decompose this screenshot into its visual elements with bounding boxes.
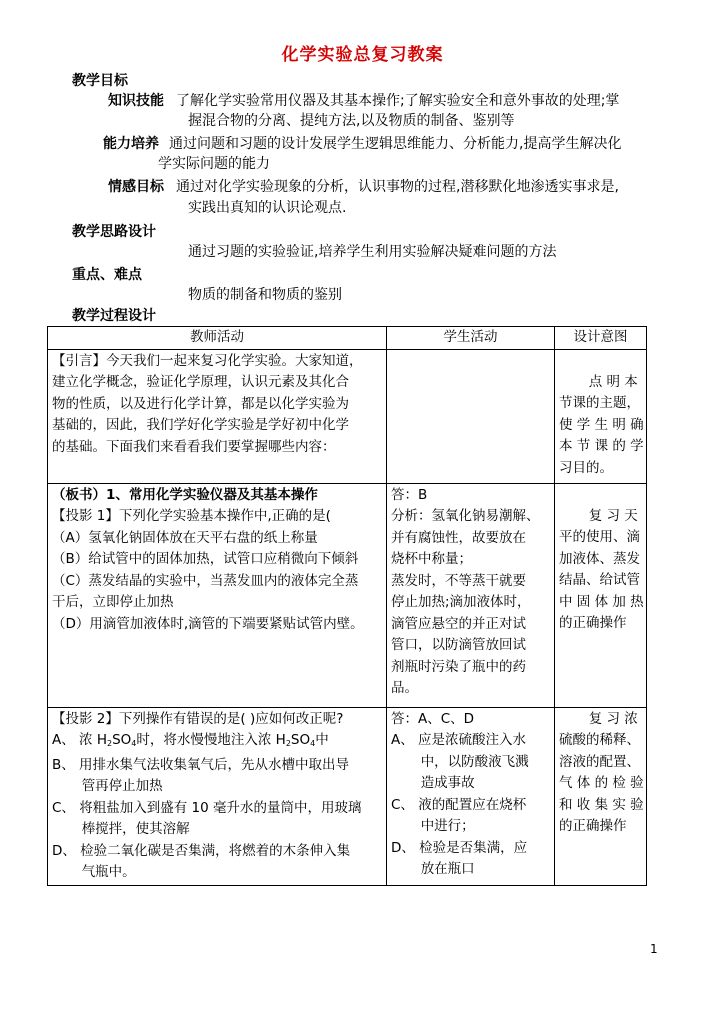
teacher-line: （B）给试管中的固体加热，试管口应稍微向下倾斜 — [52, 551, 359, 567]
student-cell — [387, 483, 555, 707]
design-idea-heading: 教学思路设计 — [72, 224, 156, 240]
formula-sub: 4 — [310, 739, 316, 748]
teacher-line: C、 将粗盐加入到盛有 10 毫升水的量筒中，用玻璃 — [52, 799, 362, 816]
table-row — [48, 349, 647, 483]
student-line: 滴管应悬空的并正对试 — [391, 615, 526, 632]
design-line: 节课的主题， — [559, 395, 640, 411]
column-header-student: 学生活动 — [387, 327, 555, 350]
knowledge-line-2: 握混合物的分离、提纯方法,以及物质的制备、鉴别等 — [188, 113, 515, 129]
column-header-design: 设计意图 — [555, 327, 647, 350]
teacher-line: 【引言】今天我们一起来复习化学实验。大家知道， — [52, 352, 363, 369]
teacher-line: 基础的，因此，我们学好化学实验是学好初中化学 — [52, 417, 349, 433]
student-line: D、 检验是否集满，应 — [391, 839, 528, 856]
design-line: 的正确操作 — [559, 818, 627, 834]
column-header-teacher: 教师活动 — [48, 327, 387, 350]
design-line: 加液体、蒸发 — [559, 550, 640, 567]
teacher-cell — [48, 483, 387, 707]
ability-line-1 — [103, 134, 621, 154]
teacher-line: （C）蒸发结晶的实验中，当蒸发皿内的液体完全蒸 — [52, 572, 359, 589]
student-line: 品。 — [391, 680, 418, 696]
design-cell — [555, 707, 647, 885]
teacher-line: D、 检验二氧化碳是否集满，将燃着的木条伸入集 — [52, 842, 351, 859]
student-line: 放在瓶口 — [420, 861, 475, 877]
student-line: 答：A、C、D — [391, 710, 475, 727]
student-line: 分析：氢氧化钠易潮解、 — [391, 508, 540, 524]
teacher-line: （板书）1、常用化学实验仪器及其基本操作 — [52, 486, 318, 503]
design-idea-text: 通过习题的实验验证,培养学生利用实验解决疑难问题的方法 — [188, 244, 557, 260]
teacher-line: （D）用滴管加液体时,滴管的下端要紧贴试管内壁。 — [52, 615, 364, 632]
teacher-line: 【投影 2】下列操作有错误的是( )应如何改正呢? — [52, 710, 344, 727]
teacher-line: 管再停止加热 — [81, 778, 163, 794]
objectives-heading: 教学目标 — [72, 73, 128, 89]
emotion-text-1: 通过对化学实验现象的分析，认识事物的过程,潜移默化地渗透实事求是, — [176, 179, 619, 195]
student-line: 中，以防酸液飞溅 — [420, 753, 529, 770]
ability-line-2: 学实际问题的能力 — [158, 156, 270, 172]
formula-part: A、 浓 H — [52, 732, 107, 748]
design-cell — [555, 483, 647, 707]
ability-label: 能力培养 — [103, 136, 159, 152]
teacher-line: 【投影 1】下列化学实验基本操作中,正确的是( — [52, 508, 331, 524]
key-points-text: 物质的制备和物质的鉴别 — [188, 287, 342, 303]
student-cell — [387, 349, 555, 483]
student-line: 中进行； — [420, 818, 475, 834]
table-header-row — [48, 327, 647, 350]
teacher-cell — [48, 707, 387, 885]
teacher-line: 棒搅拌，使其溶解 — [81, 821, 190, 837]
formula-part: SO — [290, 732, 311, 748]
design-line: 使 学 生 明 确 — [559, 416, 644, 433]
emotion-line-1 — [108, 177, 619, 197]
emotion-label: 情感目标 — [108, 179, 164, 195]
process-table — [47, 326, 647, 886]
design-line: 点 明 本 — [588, 373, 638, 390]
student-line: 管口，以防滴管放回试 — [391, 637, 526, 653]
teacher-line: （A）氢氧化钠固体放在天平右盘的纸上称量 — [52, 529, 318, 546]
formula-sub: 2 — [285, 739, 291, 748]
student-line: 烧杯中称量； — [391, 551, 472, 567]
teacher-line: 的基础。下面我们来看看我们要掌握哪些内容： — [52, 438, 336, 455]
teacher-line: 物的性质，以及进行化学计算，都是以化学实验为 — [52, 395, 349, 412]
student-cell — [387, 707, 555, 885]
document-title: 化学实验总复习教案 — [281, 45, 444, 65]
teacher-line: 建立化学概念，验证化学原理，认识元素及其化合 — [52, 374, 349, 390]
knowledge-line-1 — [108, 91, 619, 111]
formula-part: 中 — [315, 732, 329, 748]
table-row — [48, 483, 647, 707]
formula-sub: 2 — [106, 739, 113, 748]
teacher-line: 气瓶中。 — [81, 864, 136, 880]
student-line: 蒸发时，不等蒸干就要 — [391, 572, 526, 589]
student-line: 造成事故 — [420, 775, 475, 791]
design-line: 习目的。 — [559, 459, 613, 476]
table-row — [48, 707, 647, 885]
design-line: 平的使用、滴 — [559, 529, 640, 545]
design-line: 中 固 体 加 热 — [559, 593, 644, 610]
key-points-heading: 重点、难点 — [72, 267, 142, 283]
design-line: 本 节 课 的 学 — [559, 438, 644, 454]
design-cell — [555, 349, 647, 483]
design-line: 和 收 集 实 验 — [559, 796, 644, 813]
design-line: 气 体 的 检 验 — [559, 775, 644, 791]
knowledge-label: 知识技能 — [108, 93, 164, 109]
design-line: 硫酸的稀释、 — [559, 732, 640, 748]
student-line: A、 应是浓硫酸注入水 — [391, 732, 527, 748]
design-line: 复 习 天 — [588, 507, 638, 524]
teacher-cell — [48, 349, 387, 483]
formula-part: SO — [112, 732, 132, 748]
design-line: 结晶、给试管 — [559, 572, 640, 588]
teacher-line: 干后，立即停止加热 — [52, 594, 174, 610]
teacher-line: B、 用排水集气法收集氧气后，先从水槽中取出导 — [52, 756, 350, 773]
design-line: 的正确操作 — [559, 615, 627, 631]
student-line: 答：B — [391, 486, 428, 503]
ability-text-1: 通过问题和习题的设计发展学生逻辑思维能力、分析能力,提高学生解决化 — [169, 136, 622, 152]
formula-part: 时，将水慢慢地注入浓 H — [136, 732, 286, 748]
design-line: 溶液的配置、 — [559, 753, 640, 770]
student-line: C、 液的配置应在烧杯 — [391, 796, 527, 813]
knowledge-text-1: 了解化学实验常用仪器及其基本操作;了解实验安全和意外事故的处理;掌 — [176, 93, 620, 109]
student-line: 剂瓶时污染了瓶中的药 — [391, 658, 526, 675]
formula-sub: 4 — [131, 739, 137, 748]
design-line: 复 习 浓 — [588, 710, 638, 727]
page-number: 1 — [650, 942, 658, 956]
student-line: 并有腐蚀性，故要放在 — [391, 529, 526, 546]
teacher-line — [52, 730, 382, 755]
student-line: 停止加热;滴加液体时， — [391, 594, 531, 610]
emotion-line-2: 实践出真知的认识论观点. — [188, 200, 347, 216]
process-heading: 教学过程设计 — [72, 308, 156, 324]
